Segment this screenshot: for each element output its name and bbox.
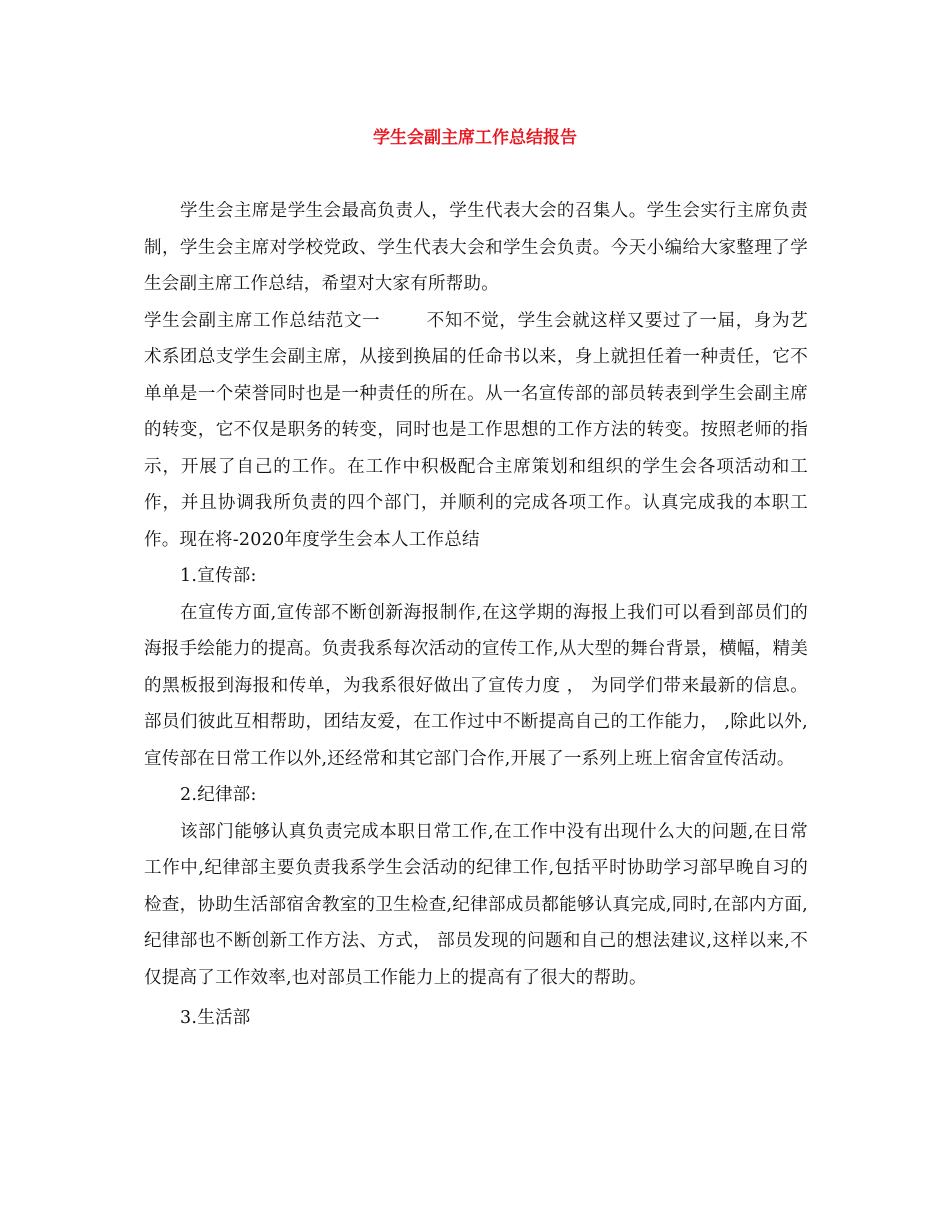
sample-text: 不知不觉，学生会就这样又要过了一届，身为艺术系团总支学生会副主席，从接到换届的任命书以来，身上就担任着一种责任，它不单单是一个荣誉同时也是一种责任的所在。从一名宣传部的部员转表到学生会副主席的转变，它不仅是职务的转变，同时也是工作思想的工作方法的转变。按照老师的指示，开展了自己的工作。在工作中积极配合主席策划和组织的学生会各项活动和工作，并且协调我所负责的四个部门，并顺利的完成各项工作。认真完成我的本职工作。现在将-2020年度学生会本人工作总结	[144, 310, 809, 550]
discipline-paragraph: 该部门能够认真负责完成本职日常工作,在工作中没有出现什么大的问题,在日常工作中,纪律部主要负责我系学生会活动的纪律工作,包括平时协助学习部早晚自习的检查，协助生活部宿舍教室的卫生检查,纪律部成员都能够认真完成,同时,在部内方面,纪律部也不断创新工作方法、方式， 部员发现的问题和自己的想法建议,这样以来,不仅提高了工作效率,也对部员工作能力上的提高有了很大的帮助。	[144, 821, 808, 988]
document-body	[144, 193, 808, 1037]
intro-paragraph: 学生会主席是学生会最高负责人，学生代表大会的召集人。学生会实行主席负责制，学生会主席对学校党政、学生代表大会和学生会负责。今天小编给大家整理了学生会副主席工作总结，希望对大家有所帮助。	[144, 201, 808, 294]
section-heading-discipline: 2.纪律部:	[180, 785, 257, 805]
sample-label: 学生会副主席工作总结范文一	[144, 310, 381, 331]
section-heading-publicity: 1.宣传部:	[180, 566, 257, 586]
document-title: 学生会副主席工作总结报告	[373, 128, 577, 148]
sample-paragraph	[144, 303, 808, 559]
section-heading-life: 3.生活部	[180, 1008, 251, 1028]
publicity-paragraph: 在宣传方面,宣传部不断创新海报制作,在这学期的海报上我们可以看到部员们的海报手绘能力的提高。负责我系每次活动的宣传工作,从大型的舞台背景，横幅，精美的黑板报到海报和传单，为我系很好做出了宣传力度 ， 为同学们带来最新的信息。部员们彼此互相帮助，团结友爱，在工作过中不断提高自己的工作能力， ,除此以外,宣传部在日常工作以外,还经常和其它部门合作,开展了一系列上班上宿舍宣传活动。	[144, 602, 808, 769]
